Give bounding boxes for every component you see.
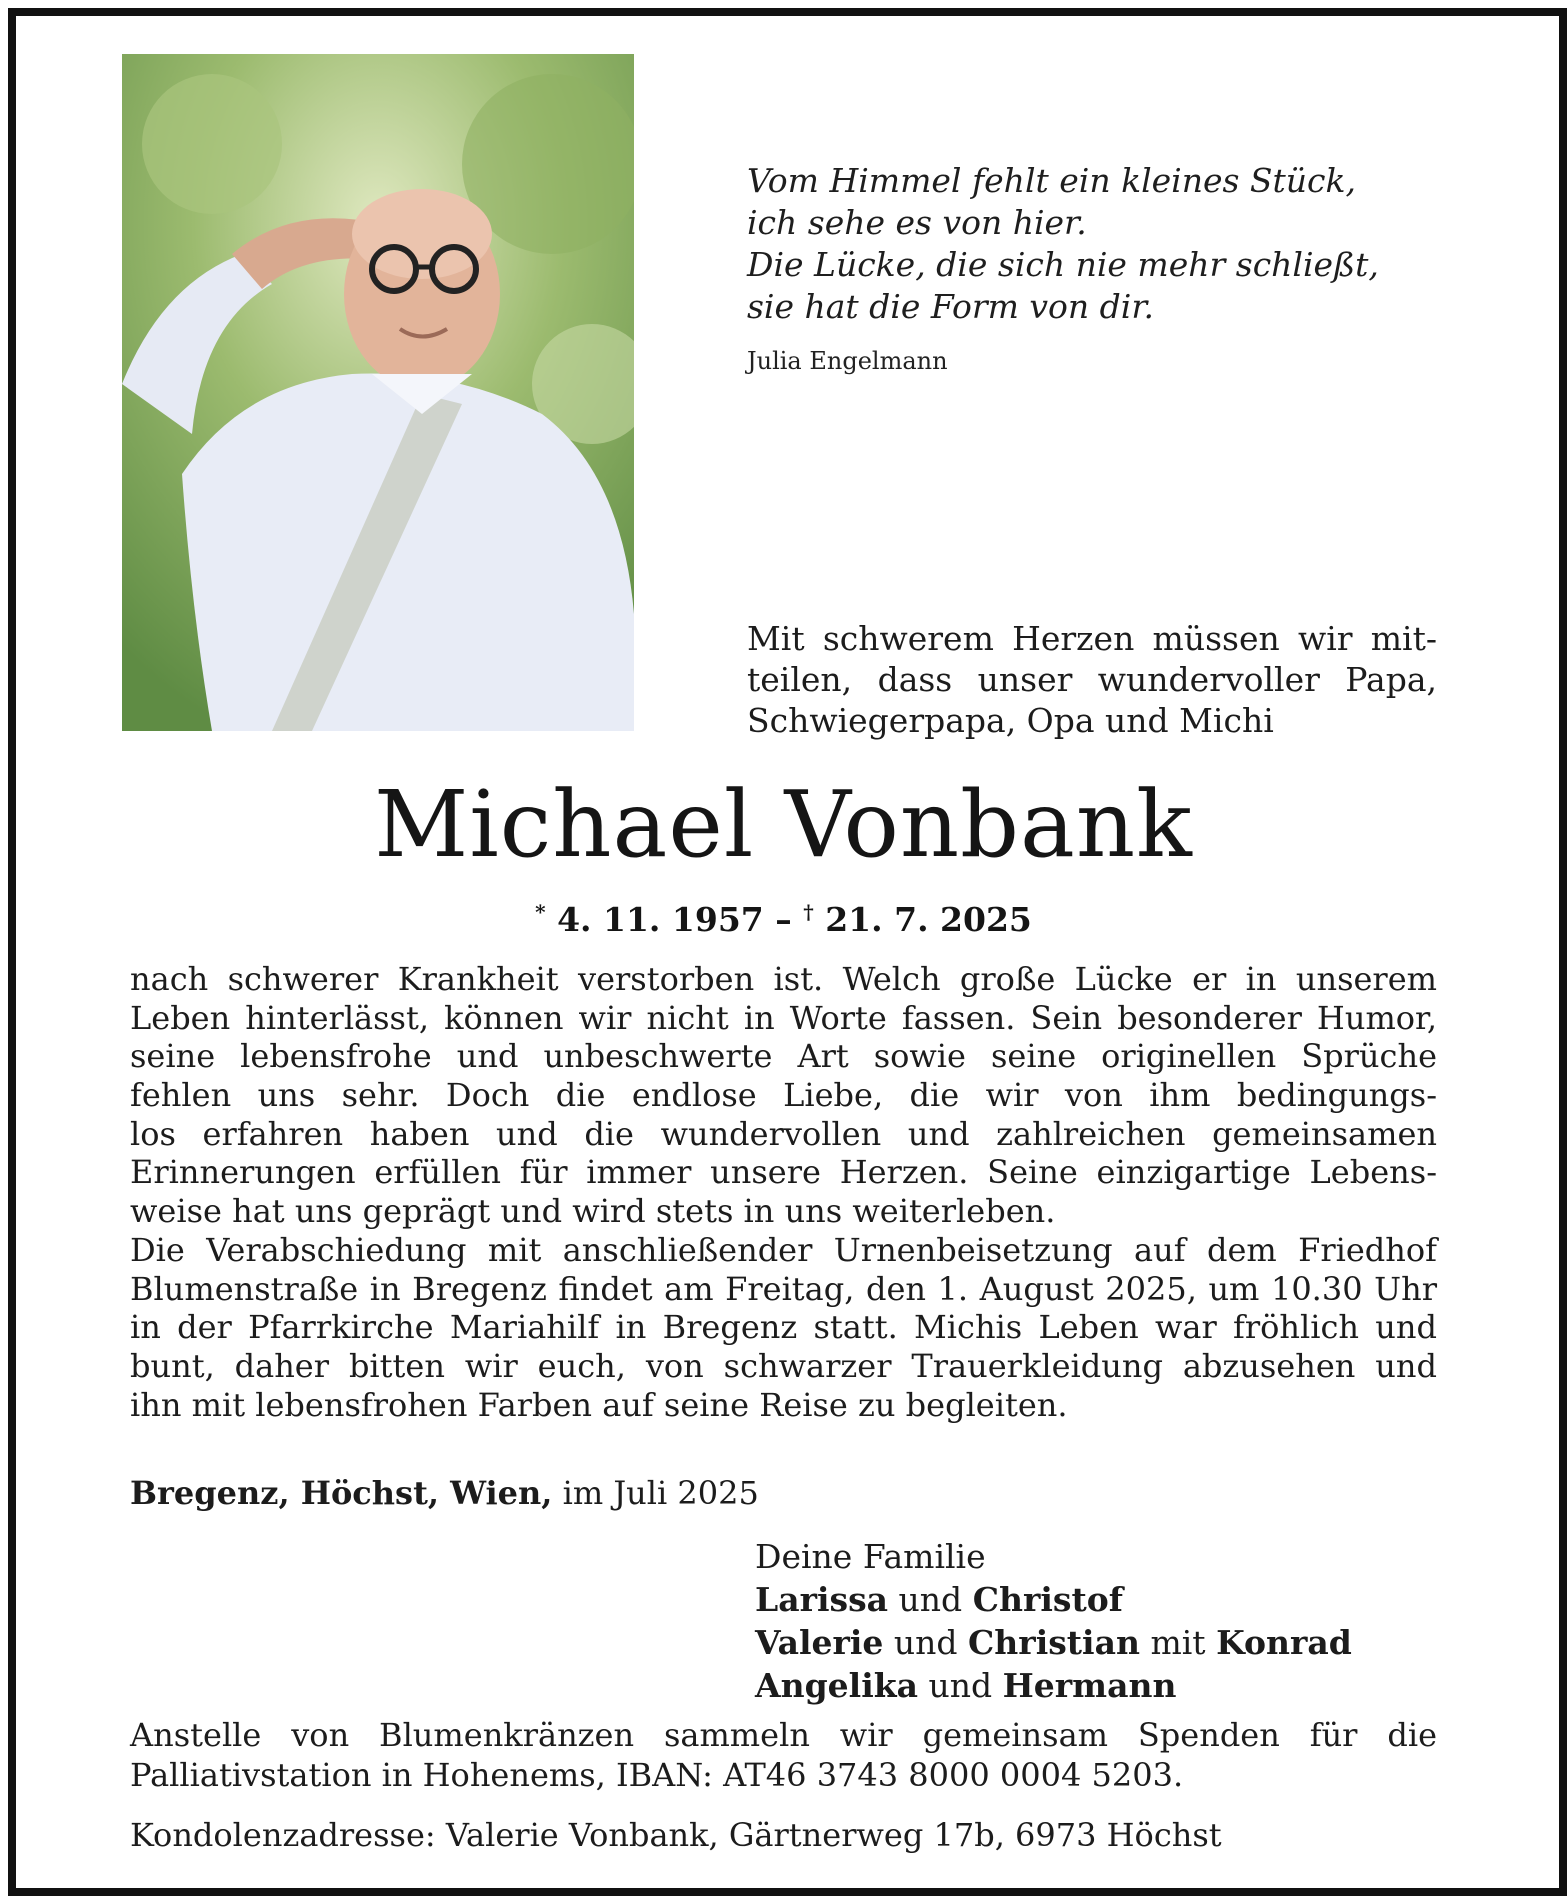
life-dates xyxy=(0,900,1567,939)
birth-symbol: * xyxy=(535,900,546,924)
intro-line: Mit schwerem Herzen müssen wir mit- xyxy=(747,619,1437,658)
body-line: los erfahren haben und die wundervollen und zahlreichen gemeinsamen xyxy=(130,1114,1437,1153)
date-separator: – xyxy=(763,900,804,939)
intro-line: teilen, dass unser wundervoller Papa, xyxy=(747,660,1437,699)
body-line: in der Pfarrkirche Mariahilf in Bregenz statt. Michis Leben war fröhlich und xyxy=(130,1308,1437,1347)
birth-date: 4. 11. 1957 xyxy=(557,900,764,939)
poem xyxy=(747,160,1379,328)
body-line: ihn mit lebensfrohen Farben auf seine Reise zu begleiten. xyxy=(130,1385,1068,1424)
body-line: bunt, daher bitten wir euch, von schwarzer Trauerkleidung abzusehen und xyxy=(130,1346,1437,1385)
family-conjunction: und xyxy=(918,1666,1003,1705)
portrait-illustration xyxy=(122,54,634,731)
body-line: nach schwerer Krankheit verstorben ist. Welch große Lücke er in unserem xyxy=(130,960,1437,998)
poem-line: sie hat die Form von dir. xyxy=(747,287,1154,326)
family-signature xyxy=(755,1535,1352,1707)
body-line: Leben hinterlässt, können wir nicht in Worte fassen. Sein besonderer Humor, xyxy=(130,998,1437,1037)
body-line: seine lebensfrohe und unbeschwerte Art sowie seine originellen Sprüche xyxy=(130,1037,1437,1076)
family-intro: Deine Familie xyxy=(755,1537,986,1576)
family-line xyxy=(755,1664,1352,1707)
death-symbol: † xyxy=(803,900,814,924)
death-date: 21. 7. 2025 xyxy=(825,900,1032,939)
family-member: Angelika xyxy=(755,1666,918,1705)
family-member: Hermann xyxy=(1002,1666,1177,1705)
place-and-date xyxy=(130,1474,759,1512)
poem-author: Julia Engelmann xyxy=(747,347,948,375)
obituary-body xyxy=(130,960,1437,1424)
deceased-name: Michael Vonbank xyxy=(374,771,1193,878)
place-date: im Juli 2025 xyxy=(552,1474,759,1512)
body-line: weise hat uns geprägt und wird stets in uns weiterleben. xyxy=(130,1192,1056,1231)
donation-line: Anstelle von Blumenkränzen sammeln wir gemeinsam Spenden für die xyxy=(130,1716,1437,1754)
intro-text xyxy=(747,618,1437,741)
family-conjunction: und xyxy=(883,1623,969,1662)
family-member: Christian xyxy=(968,1623,1140,1662)
family-member: Larissa xyxy=(755,1580,889,1619)
body-line: Die Verabschiedung mit anschließender Urnenbeisetzung auf dem Friedhof xyxy=(130,1230,1437,1269)
family-line xyxy=(755,1621,1352,1664)
body-line: fehlen uns sehr. Doch die endlose Liebe, die wir von ihm bedingungs- xyxy=(130,1076,1437,1115)
family-conjunction: mit xyxy=(1139,1623,1217,1662)
family-line xyxy=(755,1578,1352,1621)
family-member: Konrad xyxy=(1216,1623,1352,1662)
family-member: Christof xyxy=(972,1580,1123,1619)
family-member: Valerie xyxy=(755,1623,884,1662)
condolence-address: Kondolenzadresse: Valerie Vonbank, Gärtnerweg 17b, 6973 Höchst xyxy=(130,1816,1222,1854)
body-line: Erinnerungen erfüllen für immer unsere Herzen. Seine einzigartige Lebens- xyxy=(130,1153,1437,1192)
place-cities: Bregenz, Höchst, Wien, xyxy=(130,1474,553,1512)
poem-line: ich sehe es von hier. xyxy=(747,203,1087,242)
body-line: Blumenstraße in Bregenz findet am Freitag, den 1. August 2025, um 10.30 Uhr xyxy=(130,1269,1437,1308)
family-conjunction: und xyxy=(888,1580,973,1619)
donation-note xyxy=(130,1715,1437,1795)
donation-line: Palliativstation in Hohenems, IBAN: AT46 3743 8000 0004 5203. xyxy=(130,1756,1184,1794)
intro-line: Schwiegerpapa, Opa und Michi xyxy=(747,701,1274,740)
poem-line: Die Lücke, die sich nie mehr schließt, xyxy=(747,245,1379,284)
poem-line: Vom Himmel fehlt ein kleines Stück, xyxy=(747,161,1357,200)
portrait-photo xyxy=(122,54,634,731)
